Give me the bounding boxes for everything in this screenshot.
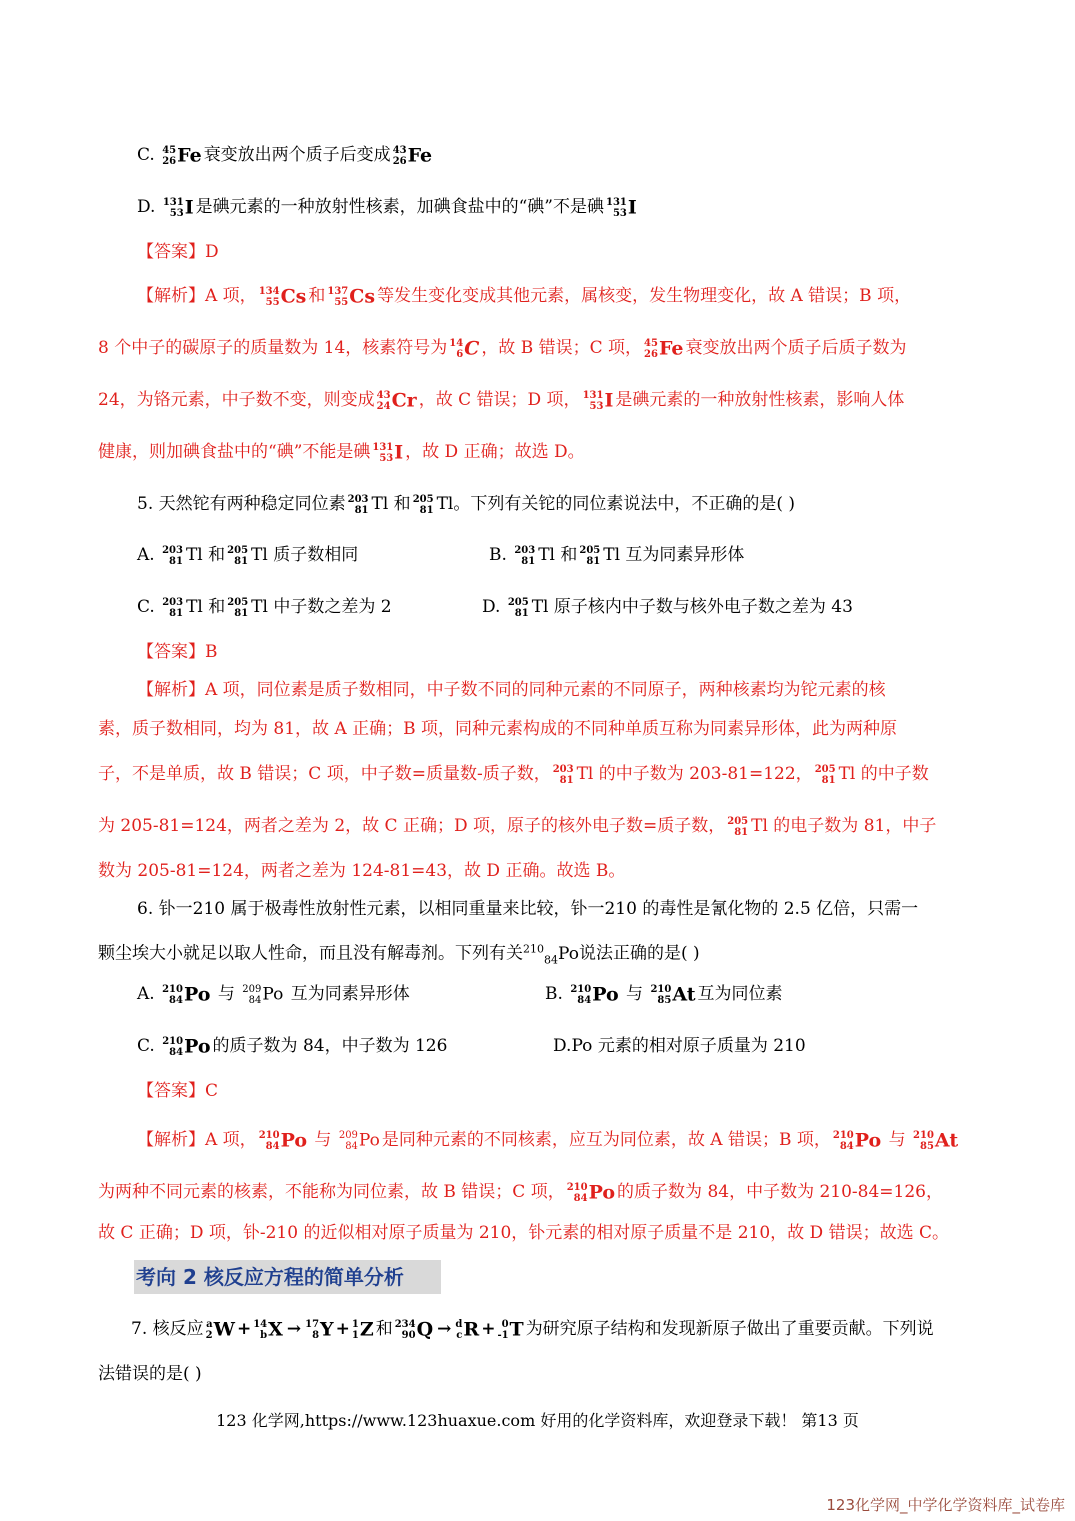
q5-option-d: D. 205 81 Tl 原子核内中子数与核外电子数之差为 43 bbox=[482, 597, 853, 619]
arrow-icon: → bbox=[437, 1319, 452, 1339]
q5-analysis-line1: 【解析】A 项，同位素是质子数相同，中子数不同的同种元素的不同原子，两种核素均为铊元素的核 bbox=[137, 680, 886, 700]
q4-analysis-line1: 【解析】A 项， 134 55 Cs 和 137 55 Cs 等发生变化变成其他元素，属核变，发生物理变化，故 A 错误；B 项， bbox=[137, 285, 912, 308]
nuclide-tl205: 205 81 bbox=[227, 597, 249, 619]
nuclide-w: a 2 W bbox=[205, 1318, 235, 1341]
q5-analysis-line2: 素，质子数相同，均为 81，故 A 正确；B 项，同种元素构成的不同种单质互称为同素异形体，此为两种原 bbox=[98, 719, 898, 739]
watermark: 123化学网_中学化学资料库_试卷库 bbox=[826, 1496, 1065, 1514]
nuclide-po209: 209 84 Po bbox=[338, 1129, 380, 1152]
section-heading: 考向 2 核反应方程的简单分析 bbox=[134, 1260, 441, 1294]
q6-analysis-line3: 故 C 正确；D 项，钋-210 的近似相对原子质量为 210，钋元素的相对原子质量不是 210，故 D 错误；故选 C。 bbox=[98, 1223, 949, 1243]
nuclide-tl205: 205 81 bbox=[507, 597, 529, 619]
nuclide-cs137: 137 55 Cs bbox=[327, 285, 376, 308]
nuclide-i131: 131 53 I bbox=[606, 196, 637, 219]
q4-option-c: C. 45 26 Fe 衰变放出两个质子后变成 43 26 Fe bbox=[137, 144, 433, 167]
nuclide-po210: 210 84 Po bbox=[566, 1181, 616, 1204]
q4-answer: 【答案】D bbox=[137, 242, 219, 262]
q5-stem: 5. 天然铊有两种稳定同位素 203 81 Tl 和 205 81 Tl。下列有关铊的同位素说法中，不正确的是( ) bbox=[137, 494, 796, 516]
nuclide-tl205: 205 81 bbox=[227, 545, 249, 567]
nuclide-tl203: 203 81 bbox=[162, 545, 183, 567]
q6-option-d: D.Po 元素的相对原子质量为 210 bbox=[553, 1036, 806, 1056]
nuclide-i131: 131 53 I bbox=[582, 389, 614, 412]
nuclide-po210: 210 84 Po bbox=[832, 1129, 882, 1152]
q6-analysis-line2: 为两种不同元素的核素，不能称为同位素，故 B 错误；C 项， 210 84 Po 的质子数为 84，中子数为 210-84=126， bbox=[98, 1181, 944, 1204]
nuclide-fe45: 45 26 Fe bbox=[162, 144, 202, 167]
nuclide-cr43: 43 24 Cr bbox=[376, 389, 417, 412]
q7-stem-line2: 法错误的是( ) bbox=[98, 1364, 202, 1384]
arrow-icon: → bbox=[286, 1319, 302, 1339]
nuclide-fe45: 45 26 Fe bbox=[644, 337, 684, 360]
q5-analysis-line3: 子，不是单质，故 B 错误；C 项，中子数=质量数-质子数， 203 81 Tl 的中子数为 203-81=122， 205 81 Tl 的中子数 bbox=[98, 764, 929, 786]
nuclide-tl203: 203 81 bbox=[552, 764, 574, 786]
nuclide-c14: 14 6 C bbox=[449, 337, 480, 360]
nuclide-cs134: 134 55 Cs bbox=[258, 285, 307, 308]
nuclide-fe43: 43 26 Fe bbox=[392, 144, 433, 167]
nuclide-at210: 210 85 At bbox=[913, 1129, 959, 1152]
page-footer: 123 化学网,https://www.123huaxue.com 好用的化学资料库，欢迎登录下载！ 第13 页 bbox=[216, 1411, 859, 1430]
q5-option-a: A. 203 81 Tl 和 205 81 Tl 质子数相同 bbox=[137, 545, 359, 567]
nuclide-po210-inline: $^{210}_{84}$Po bbox=[523, 942, 579, 967]
q6-option-a: A. 210 84 Po 与 209 84 Po 互为同素异形体 bbox=[137, 983, 410, 1006]
q5-analysis-line4: 为 205-81=124，两者之差为 2，故 C 正确；D 项，原子的核外电子数=质子数， 205 81 Tl 的电子数为 81，中子 bbox=[98, 816, 937, 838]
nuclide-po209: 209 84 Po bbox=[242, 983, 284, 1006]
q6-option-c: C. 210 84 Po 的质子数为 84，中子数为 126 bbox=[137, 1035, 448, 1058]
nuclide-i131: 131 53 I bbox=[162, 196, 194, 219]
nuclide-r: d c R bbox=[455, 1318, 480, 1341]
q5-option-b: B. 203 81 Tl 和 205 81 Tl 互为同素异形体 bbox=[489, 545, 745, 567]
q6-analysis-line1: 【解析】A 项， 210 84 Po 与 209 84 Po 是同种元素的不同核素，应互为同位素，故 A 错误；B 项， 210 84 Po 与 210 85 At bbox=[137, 1129, 959, 1152]
nuclide-tl205: 205 81 bbox=[814, 764, 836, 786]
nuclide-y: 17 8 Y bbox=[305, 1318, 334, 1341]
nuclide-i131: 131 53 I bbox=[372, 441, 404, 464]
nuclide-x: 14 b X bbox=[253, 1318, 283, 1341]
nuclide-tl203: 203 81 bbox=[514, 545, 536, 567]
nuclide-tl205: 205 81 bbox=[412, 494, 434, 516]
q4-analysis-line3: 24，为铬元素，中子数不变，则变成 43 24 Cr ，故 C 错误；D 项， 131 53 I 是碘元素的一种放射性核素，影响人体 bbox=[98, 389, 905, 412]
nuclide-po210: 210 84 Po bbox=[162, 1035, 211, 1058]
q4-analysis-line2: 8 个中子的碳原子的质量数为 14，核素符号为 14 6 C ，故 B 错误；C 项， 45 26 Fe 衰变放出两个质子后质子数为 bbox=[98, 337, 907, 360]
q6-option-b: B. 210 84 Po 与 210 85 At 互为同位素 bbox=[545, 983, 783, 1006]
q4-analysis-line4: 健康，则加碘食盐中的“碘”不能是碘 131 53 I ，故 D 正确；故选 D。 bbox=[98, 441, 585, 464]
q6-stem-line1: 6. 钋一210 属于极毒性放射性元素，以相同重量来比较，钋一210 的毒性是氰化物的 2.5 亿倍，只需一 bbox=[137, 899, 919, 919]
q6-answer: 【答案】C bbox=[137, 1081, 219, 1101]
nuclide-z: 1 1 Z bbox=[351, 1318, 374, 1341]
nuclide-q: 234 90 Q bbox=[394, 1318, 434, 1341]
nuclide-t: 0 -1 T bbox=[497, 1318, 524, 1341]
q5-option-c: C. 203 81 Tl 和 205 81 Tl 中子数之差为 2 bbox=[137, 597, 392, 619]
nuclide-at210: 210 85 At bbox=[650, 983, 696, 1006]
nuclide-tl203: 203 81 bbox=[162, 597, 184, 619]
q5-answer: 【答案】B bbox=[137, 642, 218, 662]
nuclide-tl205: 205 81 bbox=[727, 816, 749, 838]
nuclide-tl205: 205 81 bbox=[579, 545, 601, 567]
q4-option-d: D. 131 53 I 是碘元素的一种放射性核素，加碘食盐中的“碘”不是碘 131 53 I bbox=[137, 196, 637, 219]
q7-stem-line1: 7. 核反应 a 2 W + 14 b X → 17 8 Y + 1 1 Z 和 234 90 Q → d c R + 0 -1 T 为研究原子结构和发现新原子做出了重要贡献。下列说 bbox=[131, 1318, 934, 1341]
nuclide-po210: 210 84 Po bbox=[162, 983, 211, 1006]
q5-analysis-line5: 数为 205-81=124，两者之差为 124-81=43，故 D 正确。故选 B。 bbox=[98, 861, 626, 881]
nuclide-tl203: 203 81 bbox=[347, 494, 369, 516]
nuclide-po210: 210 84 Po bbox=[570, 983, 619, 1006]
nuclide-po210: 210 84 Po bbox=[258, 1129, 308, 1152]
q6-stem-line2: 颗尘埃大小就足以取人性命，而且没有解毒剂。下列有关$^{210}_{84}$Po说法正确的是( ) bbox=[98, 942, 700, 967]
